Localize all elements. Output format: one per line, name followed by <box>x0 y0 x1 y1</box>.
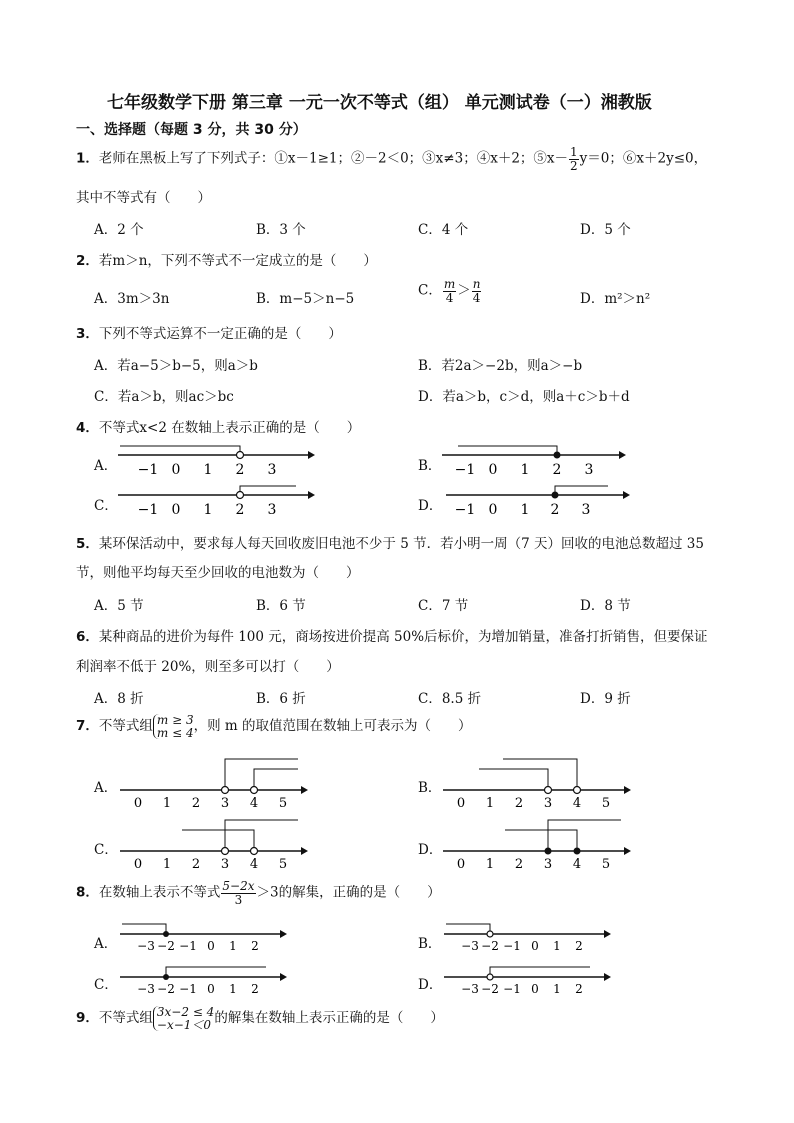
option-a[interactable]: A． <box>94 458 118 474</box>
question-text: 某种商品的进价为每件 100 元，商场按进价提高 50%后标价，为增加销量，准备打折销售，但要保证 <box>98 629 708 645</box>
svg-text:−1: −1 <box>137 462 159 478</box>
svg-text:0: 0 <box>531 939 539 953</box>
question-number: 1． <box>76 150 99 167</box>
option-d[interactable]: D． <box>418 498 443 514</box>
question-9 <box>76 1006 444 1031</box>
question-text: 在数轴上表示不等式 <box>98 884 221 901</box>
option-d[interactable]: D．m²＞n² <box>580 291 651 307</box>
question-text: 下列不等式运算不一定正确的是（ ） <box>98 326 342 342</box>
option-d[interactable]: D．若a＞b，c＞d，则a＋c＞b＋d <box>418 389 630 405</box>
svg-text:1: 1 <box>553 982 561 996</box>
option-a[interactable]: A．8 折 <box>94 691 144 707</box>
option-b[interactable]: B．m−5＞n−5 <box>256 291 355 307</box>
number-line-q8-c <box>118 963 288 1003</box>
svg-text:2: 2 <box>514 857 524 871</box>
svg-text:−2: −2 <box>157 982 175 996</box>
svg-text:3: 3 <box>584 462 594 478</box>
svg-text:1: 1 <box>485 796 495 810</box>
fraction: $\frac{1}{2}$ <box>570 145 578 173</box>
svg-text:1: 1 <box>553 939 561 953</box>
svg-text:−1: −1 <box>454 502 476 518</box>
svg-text:0: 0 <box>488 462 498 478</box>
svg-text:1: 1 <box>520 502 530 518</box>
svg-text:2: 2 <box>191 857 201 871</box>
svg-text:1: 1 <box>162 857 172 871</box>
number-line-q7-a <box>118 755 308 810</box>
option-a[interactable]: A．5 节 <box>94 598 144 614</box>
svg-text:3: 3 <box>220 857 230 871</box>
number-line-q7-b <box>441 755 631 810</box>
question-number: 3． <box>76 326 99 342</box>
svg-text:3: 3 <box>220 796 230 810</box>
page-title: 七年级数学下册 第三章 一元一次不等式（组） 单元测试卷（一）湘教版 <box>107 93 652 113</box>
svg-text:−2: −2 <box>481 982 499 996</box>
question-text: 利润率不低于 20%，则至多可以打（ ） <box>76 659 340 675</box>
svg-text:3: 3 <box>581 502 591 518</box>
question-number: 8． <box>76 884 99 901</box>
question-text: 不等式x<2 在数轴上表示正确的是（ ） <box>98 420 361 436</box>
question-text: 不等式组 <box>98 718 153 735</box>
option-a[interactable]: A． <box>94 780 118 796</box>
option-b[interactable]: B．3 个 <box>256 222 306 238</box>
svg-text:2: 2 <box>235 502 245 518</box>
svg-text:1: 1 <box>229 982 237 996</box>
svg-text:−3: −3 <box>137 982 155 996</box>
option-c[interactable]: C． <box>94 842 118 858</box>
svg-text:3: 3 <box>543 857 553 871</box>
svg-text:−2: −2 <box>157 939 175 953</box>
question-text: 某环保活动中，要求每人每天回收废旧电池不少于 5 节．若小明一周（7 天）回收的电池总数超过 35 <box>98 536 704 552</box>
question-text: ＞3的解集，正确的是（ ） <box>256 884 441 901</box>
number-line-q8-a <box>118 920 288 960</box>
svg-text:2: 2 <box>251 939 259 953</box>
svg-text:4: 4 <box>572 796 582 810</box>
svg-text:5: 5 <box>278 857 288 871</box>
number-line-q7-d <box>441 816 631 871</box>
option-c[interactable]: C． <box>94 977 118 993</box>
question-text: 其中不等式有（ ） <box>76 190 211 206</box>
svg-text:0: 0 <box>488 502 498 518</box>
svg-text:0: 0 <box>171 462 181 478</box>
svg-text:2: 2 <box>191 796 201 810</box>
svg-text:4: 4 <box>249 796 259 810</box>
question-number: 6． <box>76 629 99 645</box>
number-line-q4-a <box>110 438 315 480</box>
svg-text:2: 2 <box>235 462 245 478</box>
question-1 <box>76 146 707 172</box>
number-line-q7-c <box>118 816 308 871</box>
option-d[interactable]: D．8 节 <box>580 598 631 614</box>
svg-text:5: 5 <box>278 796 288 810</box>
svg-text:0: 0 <box>456 857 466 871</box>
svg-text:0: 0 <box>207 939 215 953</box>
svg-text:4: 4 <box>249 857 259 871</box>
option-b[interactable]: B． <box>418 458 442 474</box>
question-text: 若m＞n，下列不等式不一定成立的是（ ） <box>98 253 377 269</box>
svg-text:0: 0 <box>207 982 215 996</box>
question-number: 7． <box>76 718 99 735</box>
svg-text:2: 2 <box>514 796 524 810</box>
svg-text:2: 2 <box>552 462 562 478</box>
svg-text:2: 2 <box>575 939 583 953</box>
svg-text:1: 1 <box>162 796 172 810</box>
question-text: ，则 m 的取值范围在数轴上可表示为（ ） <box>193 718 472 735</box>
option-a[interactable]: A．若a−5＞b−5，则a＞b <box>94 358 258 374</box>
option-d[interactable]: D． <box>418 842 443 858</box>
svg-text:0: 0 <box>531 982 539 996</box>
option-d[interactable]: D．9 折 <box>580 691 631 707</box>
option-a[interactable]: A．3m＞3n <box>94 291 170 307</box>
svg-text:2: 2 <box>251 982 259 996</box>
svg-text:1: 1 <box>520 462 530 478</box>
option-a[interactable]: A． <box>94 936 118 952</box>
option-d[interactable]: D． <box>418 977 443 993</box>
option-c[interactable]: C． <box>94 498 118 514</box>
svg-text:0: 0 <box>456 796 466 810</box>
svg-text:−3: −3 <box>137 939 155 953</box>
option-d[interactable]: D．5 个 <box>580 222 631 238</box>
number-line-q8-b <box>442 920 612 960</box>
question-number: 5． <box>76 536 99 552</box>
option-a[interactable]: A．2 个 <box>94 222 144 238</box>
question-number: 9． <box>76 1010 99 1027</box>
question-text: 不等式组 <box>98 1010 153 1027</box>
question-text: 老师在黑板上写了下列式子：①x－1≥1；②－2＜0；③x≠3；④x＋2；⑤x－ <box>98 150 569 167</box>
svg-text:0: 0 <box>133 796 143 810</box>
svg-text:−1: −1 <box>179 939 197 953</box>
option-b[interactable]: B．若2a＞−2b，则a＞−b <box>418 358 583 374</box>
svg-text:5: 5 <box>601 857 611 871</box>
svg-text:4: 4 <box>572 857 582 871</box>
question-3 <box>76 322 342 342</box>
question-5 <box>76 532 704 552</box>
svg-text:−3: −3 <box>461 982 479 996</box>
fraction: $\frac{m}{4}$ <box>443 277 456 305</box>
svg-text:0: 0 <box>133 857 143 871</box>
svg-text:3: 3 <box>267 462 277 478</box>
section-heading: 一、选择题（每题 3 分，共 30 分） <box>76 122 307 138</box>
svg-text:−2: −2 <box>481 939 499 953</box>
inequality-system: m ≥ 3 m ≤ 4 <box>153 714 194 739</box>
svg-text:3: 3 <box>267 502 277 518</box>
svg-text:2: 2 <box>575 982 583 996</box>
svg-text:0: 0 <box>171 502 181 518</box>
option-c[interactable]: C．4 个 <box>418 222 469 238</box>
question-text: y＝0；⑥x＋2y≤0， <box>579 150 708 167</box>
number-line-q8-d <box>442 963 612 1003</box>
number-line-q4-c <box>110 478 315 520</box>
svg-text:−1: −1 <box>503 939 521 953</box>
fraction: $\frac{5-2x}{3}$ <box>222 879 255 907</box>
question-7 <box>76 714 472 739</box>
question-text: 的解集在数轴上表示正确的是（ ） <box>214 1010 444 1027</box>
option-c[interactable]: C．7 节 <box>418 598 469 614</box>
question-2 <box>76 249 377 269</box>
question-8 <box>76 880 441 906</box>
option-c[interactable]: C．8.5 折 <box>418 691 482 707</box>
inequality-system: 3x−2 ≤ 4 −x−1＜0 <box>153 1006 214 1031</box>
question-4 <box>76 416 360 436</box>
option-b[interactable]: B．6 节 <box>256 598 306 614</box>
svg-text:5: 5 <box>601 796 611 810</box>
option-b[interactable]: B． <box>418 936 442 952</box>
question-number: 2． <box>76 253 99 269</box>
svg-text:−1: −1 <box>137 502 159 518</box>
svg-text:1: 1 <box>203 462 213 478</box>
question-number: 4． <box>76 420 99 436</box>
svg-text:−3: −3 <box>461 939 479 953</box>
svg-text:−1: −1 <box>179 982 197 996</box>
svg-text:2: 2 <box>550 502 560 518</box>
svg-text:1: 1 <box>203 502 213 518</box>
question-6 <box>76 625 708 645</box>
svg-text:−1: −1 <box>454 462 476 478</box>
svg-text:−1: −1 <box>503 982 521 996</box>
option-b[interactable]: B．6 折 <box>256 691 306 707</box>
number-line-q4-b <box>436 438 626 480</box>
svg-text:3: 3 <box>543 796 553 810</box>
question-text: 节，则他平均每天至少回收的电池数为（ ） <box>76 565 360 581</box>
option-b[interactable]: B． <box>418 780 442 796</box>
svg-text:1: 1 <box>229 939 237 953</box>
svg-text:1: 1 <box>485 857 495 871</box>
option-c[interactable]: C． $\frac{m}{4}$ ＞ $\frac{n}{4}$ <box>418 277 481 305</box>
option-c[interactable]: C．若a＞b，则ac＞bc <box>94 389 234 405</box>
fraction: $\frac{n}{4}$ <box>472 277 481 305</box>
number-line-q4-d <box>440 478 630 520</box>
